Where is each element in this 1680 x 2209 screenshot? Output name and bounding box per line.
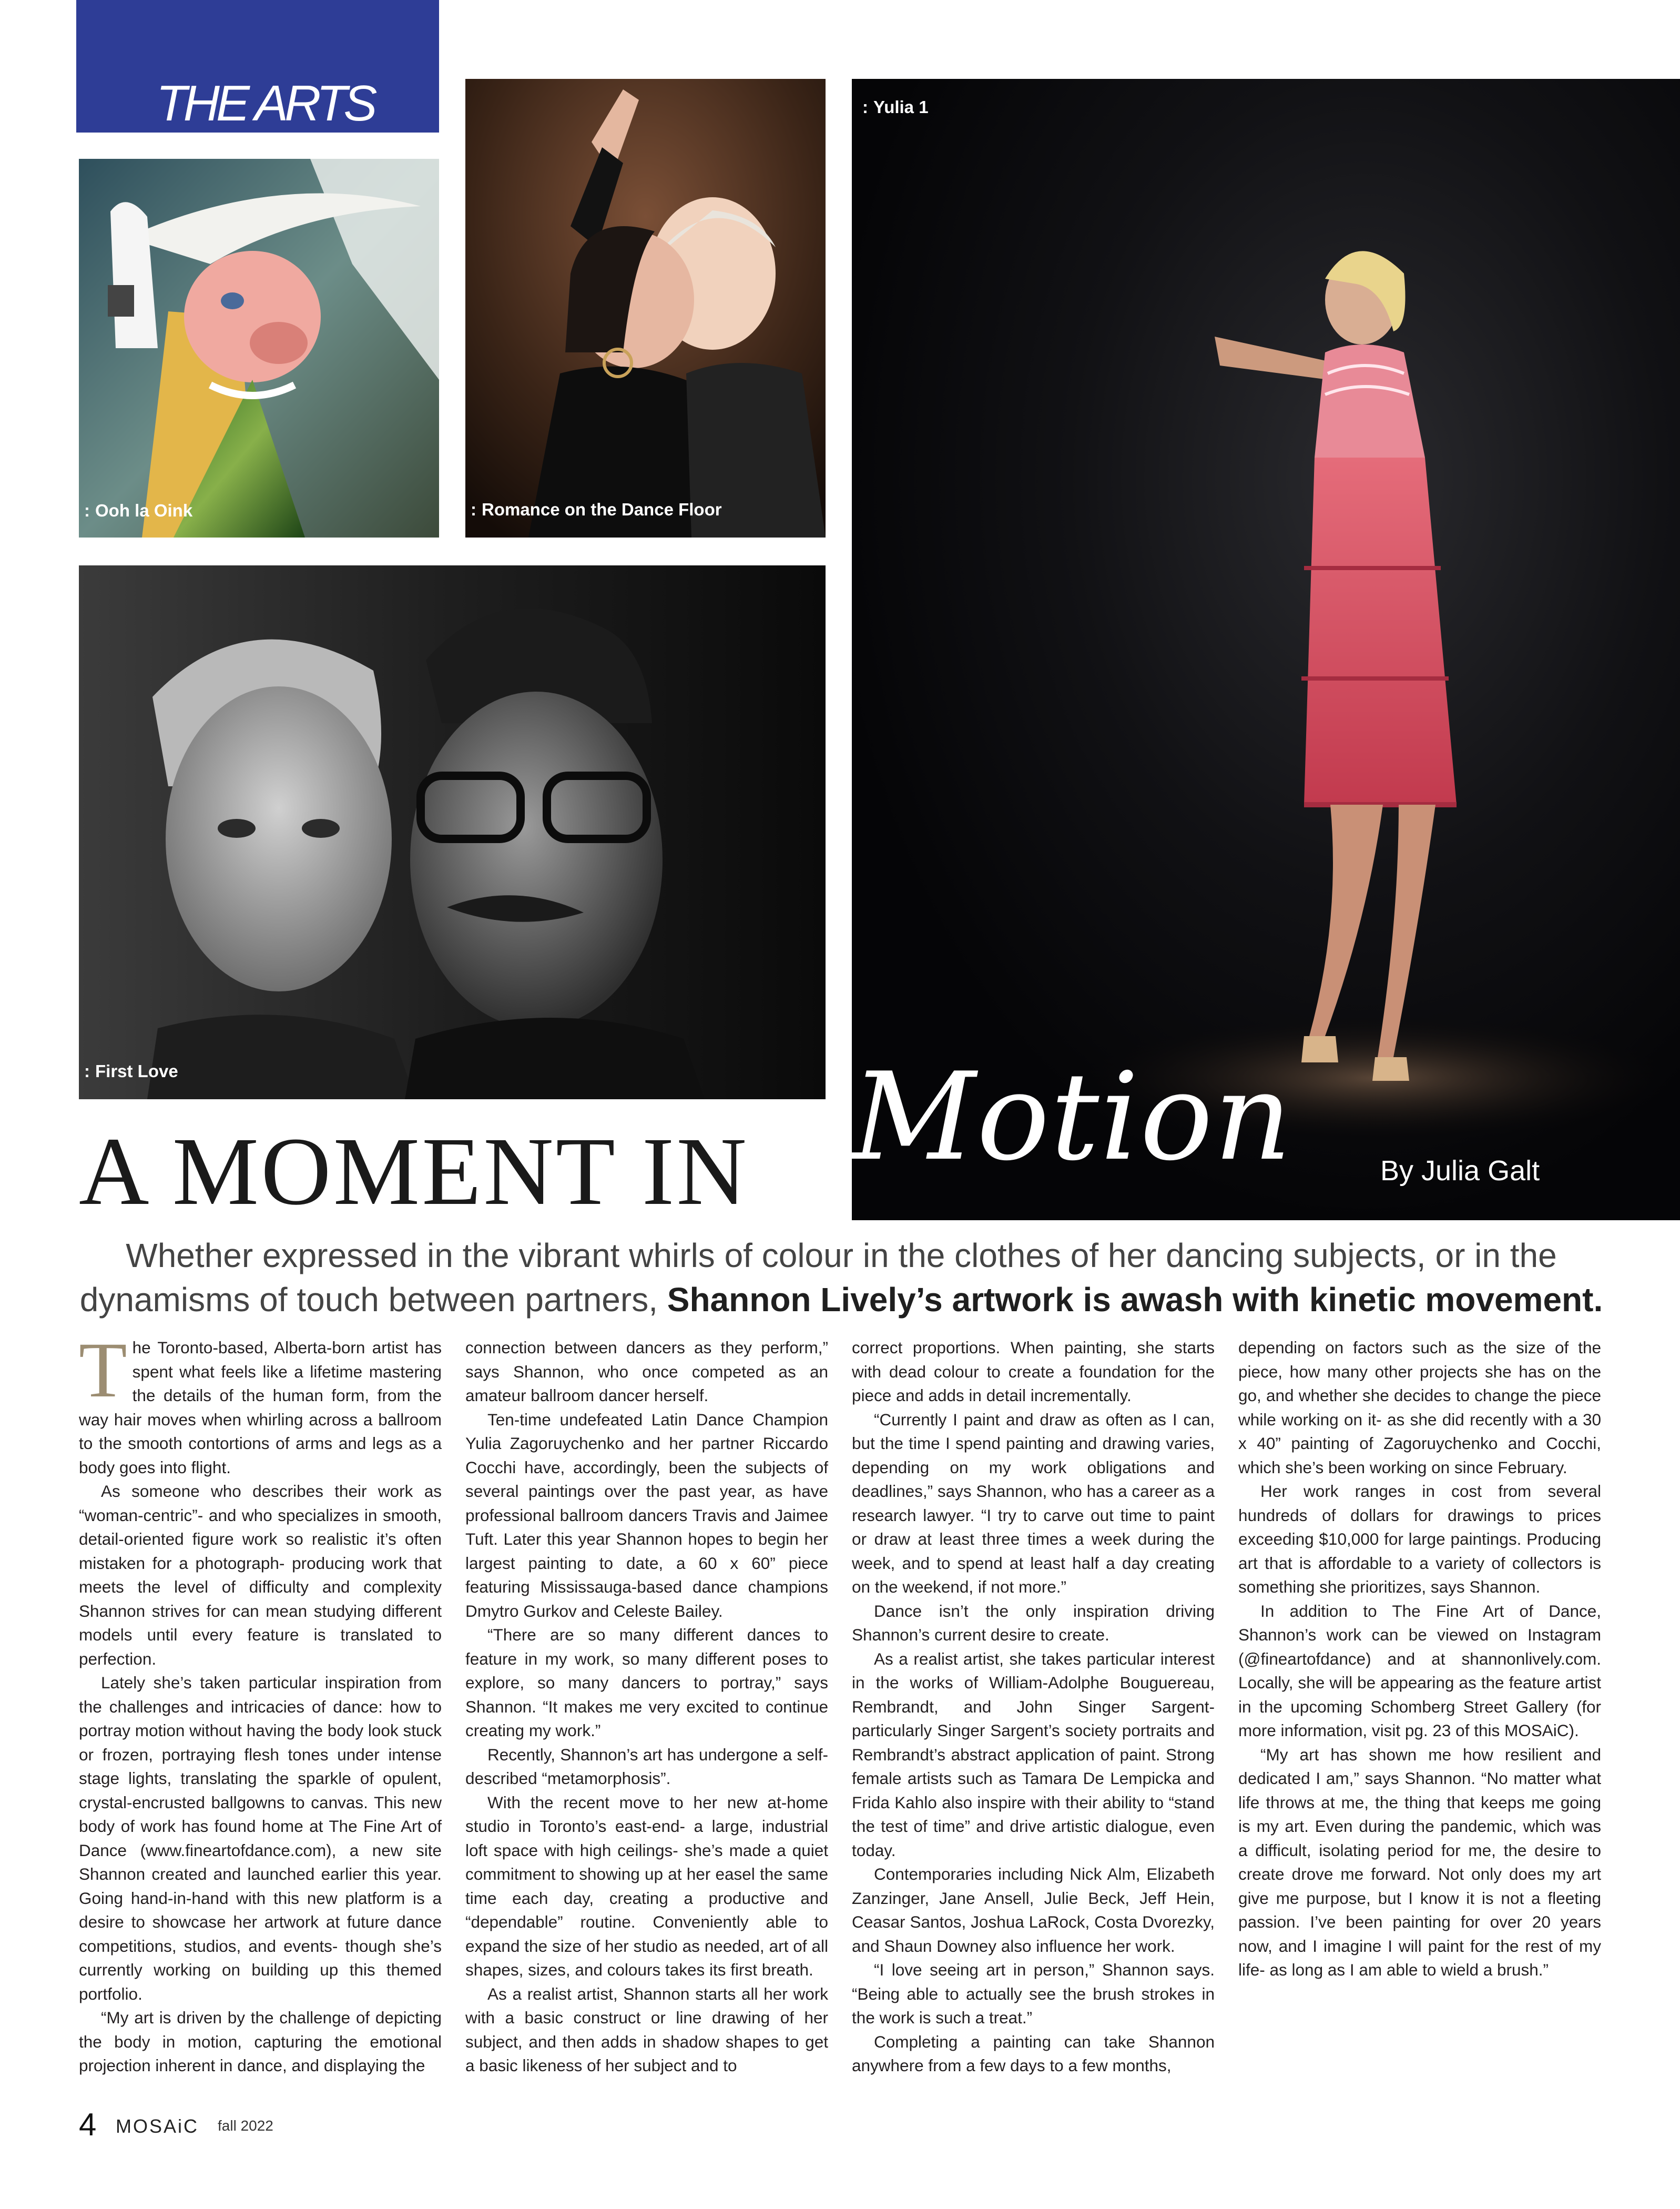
colon-bullet-icon: :	[862, 97, 868, 117]
artwork-romance-on-the-dance-floor	[465, 79, 826, 538]
deck-bold: Shannon Lively’s artwork is awash with kinetic movement.	[667, 1281, 1603, 1319]
body-paragraph: With the recent move to her new at-home studio in Toronto’s east-end- a large, industrial loft space with high ceilings- she’s made a quiet commitment to showing up at her easel the same time each day, creating a productive and “dependable” routine. Conveniently able to expand the size of her studio as needed, art of all shapes, sizes, and colours takes its first breath.	[465, 1792, 828, 1979]
body-column-2	[465, 1336, 828, 2078]
magazine-name: MOSAiC	[116, 2115, 199, 2137]
body-paragraph: As someone who describes their work as “woman-centric”- and who specializes in smooth, detail-oriented figure work so realistic it’s often mistaken for a photograph- producing work that meets the level of difficulty and complexity Shannon strives for can mean studying different models until every feature is translated to perfection.	[79, 1482, 442, 1668]
body-paragraph: “My art is driven by the challenge of depicting the body in motion, capturing the emotional projection inherent in dance, and displaying the	[79, 2008, 442, 2075]
body-paragraph: depending on factors such as the size of the piece, how many other projects she has on the go, and whether she decides to change the piece while working on it- as she did recently with a 30 x 40” painting of Zagoruychenko and Cocchi, which she’s been working on since February.	[1238, 1338, 1601, 1477]
body-paragraph: Recently, Shannon’s art has undergone a self-described “metamorphosis”.	[465, 1745, 828, 1788]
body-paragraph: Her work ranges in cost from several hundreds of dollars for drawings to prices exceeding $10,000 for large paintings. Producing art that is affordable to a variety of collectors is something she prioritizes, says Shannon.	[1238, 1482, 1601, 1596]
caption-first-love: : First Love	[84, 1061, 178, 1081]
body-paragraph: connection between dancers as they perform,” says Shannon, who once competed as an amateur ballroom dancer herself.	[465, 1338, 828, 1405]
body-paragraph: As a realist artist, Shannon starts all her work with a basic construct or line drawing of her subject, and then adds in shadow shapes to get a basic likeness of her subject and to	[465, 1984, 828, 2075]
headline-part1: A MOMENT IN	[79, 1118, 749, 1225]
body-column-3	[852, 1336, 1215, 2078]
issue-label: fall 2022	[218, 2117, 273, 2134]
colon-bullet-icon: :	[84, 501, 90, 520]
deck-lead: Whether expressed in the vibrant whirls of colour in the clothes of her dancing subjects, or in the dynamisms of touch between partners,	[79, 1237, 1557, 1319]
body-paragraph: “Currently I paint and draw as often as I can, but the time I spend painting and drawing varies, depending on my work obligations and deadlines,” says Shannon, who has a career as a research lawyer. “I try to carve out time to paint or draw at least three times a week during the week, and to spend at least half a day creating on the weekend, if not more.”	[852, 1410, 1215, 1596]
artwork-ooh-la-oink-image	[79, 159, 439, 538]
colon-bullet-icon: :	[84, 1061, 90, 1081]
body-paragraph: “I love seeing art in person,” Shannon says. “Being able to actually see the brush strokes in the work is such a treat.”	[852, 1960, 1215, 2027]
body-paragraph: Contemporaries including Nick Alm, Elizabeth Zanzinger, Jane Ansell, Julie Beck, Jeff Hein, Ceasar Santos, Joshua LaRock, Costa Dvorezky, and Shaun Downey also influence her work.	[852, 1865, 1215, 1955]
body-paragraph: correct proportions. When painting, she starts with dead colour to create a foundation for the piece and adds in detail incrementally.	[852, 1338, 1215, 1405]
body-paragraph: Dance isn’t the only inspiration driving Shannon’s current desire to create.	[852, 1601, 1215, 1644]
deck	[79, 1233, 1604, 1322]
headline-script-word: Motion	[852, 1047, 1293, 1188]
artwork-romance-image	[465, 79, 826, 538]
caption-ooh-la-oink: : Ooh la Oink	[84, 501, 193, 520]
section-tab	[76, 0, 439, 133]
body-column-1	[79, 1326, 442, 2078]
section-label: THE ARTS	[156, 75, 374, 131]
colon-bullet-icon: :	[471, 500, 476, 519]
body-column-4	[1238, 1336, 1601, 1982]
drop-cap: T	[79, 1326, 127, 1414]
caption-romance: : Romance on the Dance Floor	[471, 500, 722, 519]
artwork-first-love-image	[79, 565, 826, 1099]
page-number: 4	[79, 2107, 97, 2142]
body-paragraph: Completing a painting can take Shannon anywhere from a few days to a few months,	[852, 2032, 1215, 2075]
body-paragraph: The Toronto-based, Alberta-born artist has spent what feels like a lifetime mastering the details of the human form, from the way hair moves when whirling across a ballroom to the smooth contortions of arms and legs as a body goes into flight.	[79, 1326, 442, 1477]
byline: By Julia Galt	[1380, 1155, 1540, 1187]
caption-yulia-1: : Yulia 1	[862, 97, 929, 117]
body-paragraph: “There are so many different dances to feature in my work, so many different poses to explore, so many dancers to portray,” says Shannon. “It makes me very excited to continue creating my work.”	[465, 1625, 828, 1740]
artwork-first-love	[79, 565, 826, 1099]
body-paragraph: As a realist artist, she takes particular interest in the works of William-Adolphe Bouguereau, Rembrandt, and John Singer Sargent- particularly Singer Sargent’s society portraits and Rembrandt’s abstract application of paint. Strong female artists such as Tamara De Lempicka and Frida Kahlo also inspire with their ability to “stand the test of time” and drive artistic dialogue, even today.	[852, 1649, 1215, 1860]
body-paragraph: Lately she’s taken particular inspiration from the challenges and intricacies of dance: how to portray motion without having the body look stuck or frozen, portraying flesh tones under intense stage lights, translating the sparkle of opulent, crystal-encrusted ballgowns to canvas. This new body of work has found home at The Fine Art of Dance (www.fineartofdance.com), a new site Shannon created and launched earlier this year. Going hand-in-hand with this new platform is a desire to showcase her artwork at future dance competitions, studios, and events- though she’s currently working on building up this themed portfolio.	[79, 1673, 442, 2003]
body-paragraph: Ten-time undefeated Latin Dance Champion Yulia Zagoruychenko and her partner Riccardo Cocchi have, accordingly, been the subjects of several paintings over the past year, as have professional ballroom dancers Travis and Jaimee Tuft. Later this year Shannon hopes to begin her largest painting to date, a 60 x 60” piece featuring Mississauga-based dance champions Dmytro Gurkov and Celeste Bailey.	[465, 1410, 828, 1620]
body-paragraph: In addition to The Fine Art of Dance, Shannon’s work can be viewed on Instagram (@fineartofdance) and at shannonlively.com. Locally, she will be appearing as the feature artist in the upcoming Schomberg Street Gallery (for more information, visit pg. 23 of this MOSAiC).	[1238, 1601, 1601, 1740]
artwork-ooh-la-oink	[79, 159, 439, 538]
body-paragraph: “My art has shown me how resilient and dedicated I am,” says Shannon. “No matter what life throws at me, the thing that keeps me going is my art. Even during the pandemic, which was a difficult, isolating period for me, the desire to create drove me forward. Not only does my art give me purpose, but I know it is not a fleeting passion. I’ve been painting for over 20 years now, and I imagine I will paint for the rest of my life- as long as I am able to wield a brush.”	[1238, 1745, 1601, 1979]
